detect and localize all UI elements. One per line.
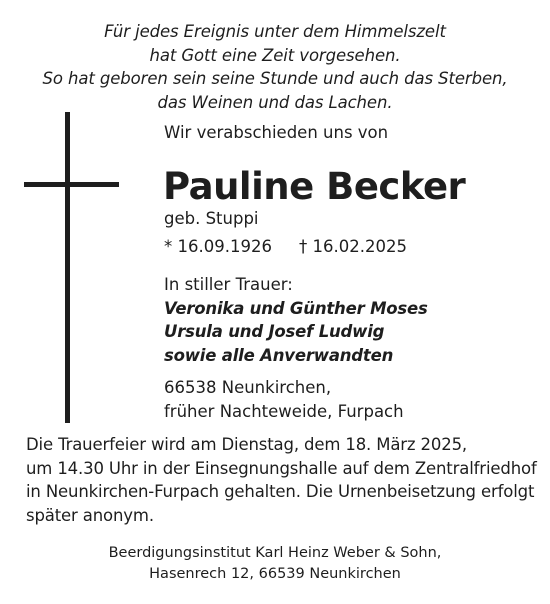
funeral-home-line: Hasenrech 12, 66539 Neunkirchen bbox=[149, 566, 401, 582]
ceremony-line: Die Trauerfeier wird am Dienstag, dem 18. März 2025, bbox=[26, 435, 468, 454]
poem-line: So hat geboren sein seine Stunde und auch das Sterben, bbox=[42, 69, 508, 88]
mourners-block bbox=[164, 273, 428, 367]
cross-horizontal-bar bbox=[24, 182, 119, 187]
poem-line: das Weinen und das Lachen. bbox=[157, 92, 393, 112]
mourner-name: Veronika und Günther Moses bbox=[164, 298, 428, 318]
poem-line: Für jedes Ereignis unter dem Himmelszelt bbox=[104, 22, 446, 41]
birth-name: geb. Stuppi bbox=[164, 209, 259, 228]
cross-vertical-bar bbox=[65, 112, 70, 423]
ceremony-line: um 14.30 Uhr in der Einsegnungshalle auf dem Zentralfriedhof bbox=[26, 458, 537, 478]
deceased-name: Pauline Becker bbox=[163, 165, 466, 208]
address-line: früher Nachteweide, Furpach bbox=[164, 401, 404, 421]
death-date: † 16.02.2025 bbox=[299, 237, 407, 256]
mourner-name: Ursula und Josef Ludwig bbox=[164, 322, 385, 341]
ceremony-line: später anonym. bbox=[26, 505, 154, 525]
mourner-name: sowie alle Anverwandten bbox=[164, 345, 394, 365]
funeral-home-line: Beerdigungsinstitut Karl Heinz Weber & Sohn, bbox=[108, 545, 442, 561]
poem-line: hat Gott eine Zeit vorgesehen. bbox=[149, 45, 401, 65]
ceremony-line: in Neunkirchen-Furpach gehalten. Die Urnenbeisetzung erfolgt bbox=[26, 482, 535, 501]
ceremony-details bbox=[26, 433, 537, 527]
mourners-heading: In stiller Trauer: bbox=[164, 275, 293, 294]
intro-text: Wir verabschieden uns von bbox=[164, 123, 389, 142]
funeral-home bbox=[0, 543, 550, 585]
birth-date: * 16.09.1926 bbox=[164, 237, 272, 256]
poem bbox=[0, 20, 550, 114]
address-line: 66538 Neunkirchen, bbox=[164, 378, 332, 397]
family-address bbox=[164, 376, 404, 423]
